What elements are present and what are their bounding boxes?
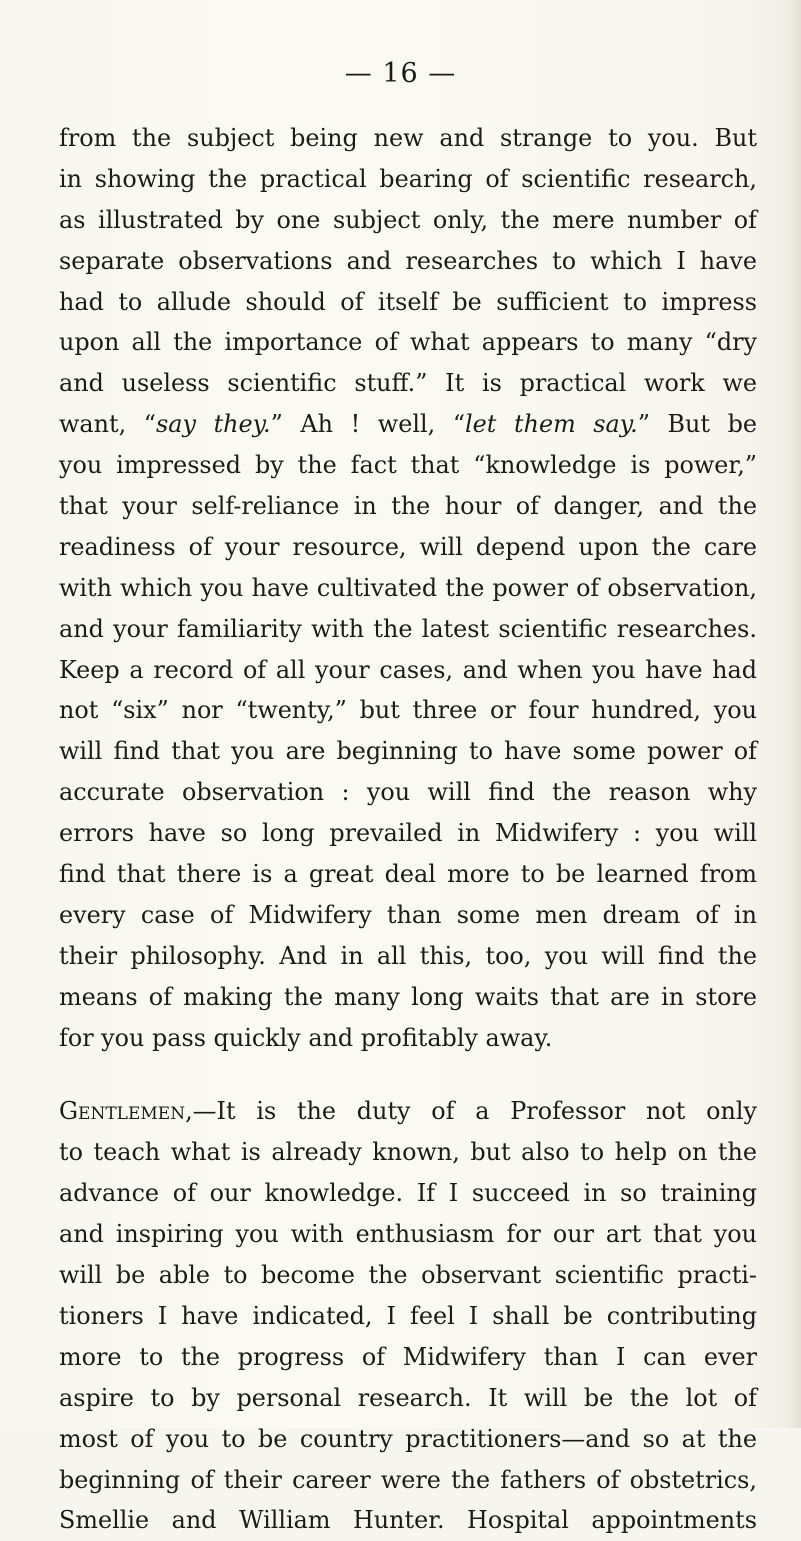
paragraph-1 bbox=[59, 118, 757, 1058]
text-run: ” Ah ! well, “ bbox=[270, 410, 466, 439]
text-line: as illustrated by one subject only, the mere number of bbox=[59, 205, 757, 234]
text-line: will find that you are beginning to have some power of bbox=[59, 737, 757, 766]
text-line: advance of our knowledge. If I succeed in so training bbox=[59, 1179, 757, 1208]
italic-text: let them say. bbox=[465, 410, 638, 439]
text-line: more to the progress of Midwifery than I can ever bbox=[59, 1342, 757, 1371]
text-line: upon all the importance of what appears to many “dry bbox=[59, 328, 757, 357]
text-line: tioners I have indicated, I feel I shall be contributing bbox=[59, 1301, 757, 1330]
salutation: Gentlemen, bbox=[59, 1097, 193, 1126]
text-line-mixed bbox=[59, 404, 757, 445]
italic-text: say they. bbox=[156, 410, 271, 439]
text-line: Smellie and William Hunter. Hospital appointments bbox=[59, 1506, 757, 1535]
text-line: from the subject being new and strange to you. But bbox=[59, 124, 757, 152]
body-text bbox=[59, 118, 757, 1541]
page-number: — 16 — bbox=[344, 58, 457, 89]
text-line: their philosophy. And in all this, too, you will find the bbox=[59, 941, 757, 970]
text-line: had to allude should of itself be sufficient to impress bbox=[59, 287, 757, 316]
text-line-mixed bbox=[59, 1091, 757, 1132]
text-line: errors have so long prevailed in Midwifery : you will bbox=[59, 819, 757, 848]
text-line: every case of Midwifery than some men dream of in bbox=[59, 900, 757, 929]
text-run: ” But be bbox=[637, 410, 758, 439]
text-line: you impressed by the fact that “knowledge is power,” bbox=[59, 451, 757, 480]
page-edge-shadow bbox=[787, 0, 801, 1428]
text-line: aspire to by personal research. It will be the lot of bbox=[59, 1383, 757, 1412]
text-line: Keep a record of all your cases, and when you have had bbox=[59, 655, 757, 684]
text-line: find that there is a great deal more to be learned from bbox=[59, 860, 757, 889]
text-line: will be able to become the observant scientific practi- bbox=[59, 1261, 757, 1290]
text-line: means of making the many long waits that are in store bbox=[59, 982, 757, 1011]
text-line: beginning of their career were the fathers of obstetrics, bbox=[59, 1465, 757, 1494]
text-line: accurate observation : you will find the reason why bbox=[59, 778, 757, 807]
text-line: separate observations and researches to which I have bbox=[59, 246, 757, 275]
text-line: with which you have cultivated the power of observation, bbox=[59, 573, 757, 602]
text-line: that your self-reliance in the hour of danger, and the bbox=[59, 492, 757, 521]
text-run: —It is the duty of a Professor not only bbox=[192, 1097, 757, 1126]
text-line: in showing the practical bearing of scientific research, bbox=[59, 164, 757, 193]
text-run: want, “ bbox=[59, 410, 157, 439]
paragraph-gap bbox=[59, 1058, 757, 1091]
text-line: and inspiring you with enthusiasm for our art that you bbox=[59, 1220, 757, 1249]
text-line: and useless scientific stuff.” It is practical work we bbox=[59, 369, 757, 398]
text-line: and your familiarity with the latest scientific researches. bbox=[59, 614, 757, 643]
text-line: readiness of your resource, will depend upon the care bbox=[59, 532, 757, 561]
text-line: not “six” nor “twenty,” but three or four hundred, you bbox=[59, 696, 757, 725]
text-line: for you pass quickly and profitably away. bbox=[59, 1023, 553, 1052]
text-line: to teach what is already known, but also to help on the bbox=[59, 1138, 757, 1167]
paragraph-2 bbox=[59, 1091, 757, 1541]
text-line: most of you to be country practitioners—and so at the bbox=[59, 1424, 757, 1453]
